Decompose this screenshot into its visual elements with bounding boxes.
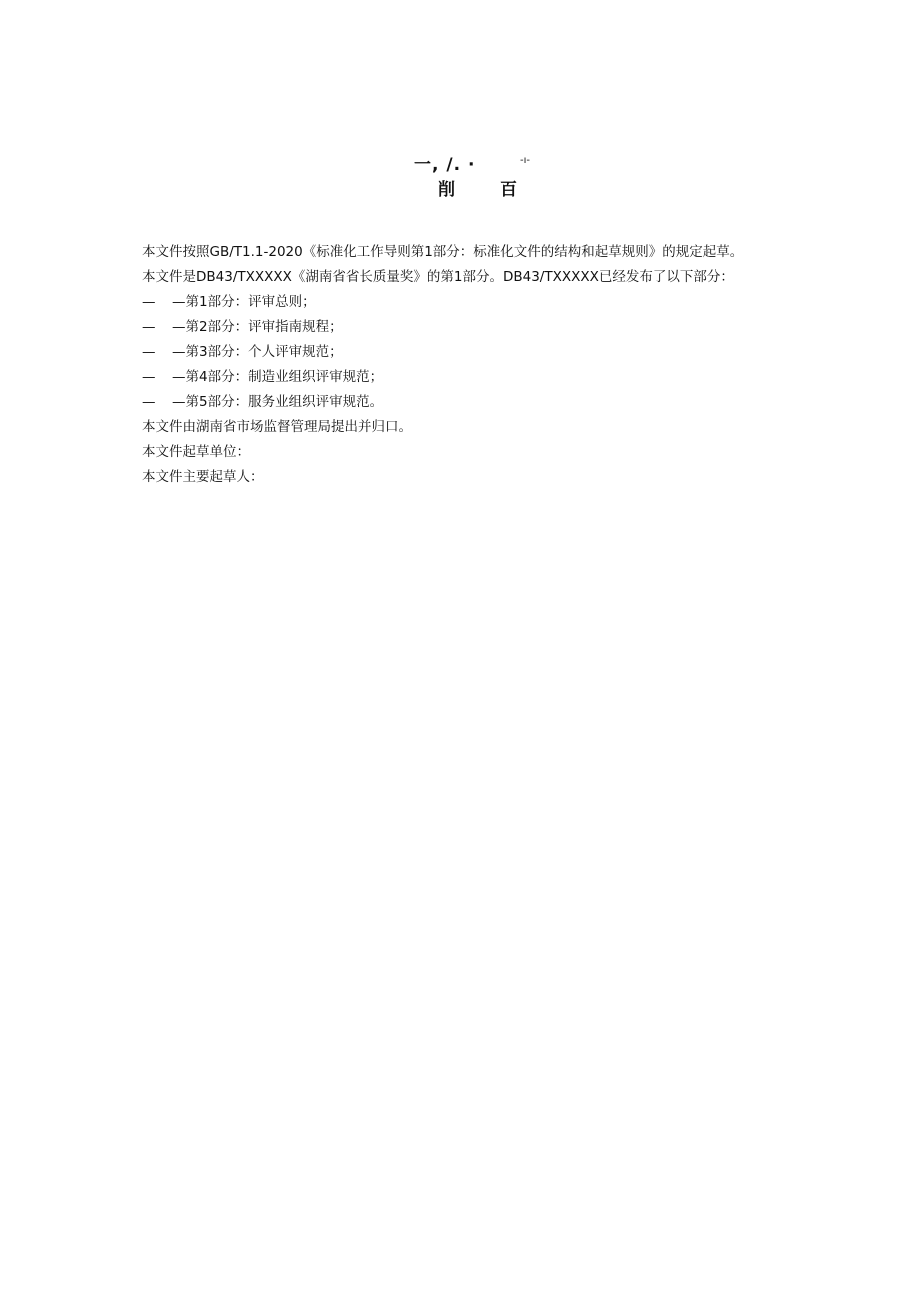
header-artifact-main: 一, /. · (414, 155, 476, 175)
list-item (142, 390, 822, 415)
list-item-text: —第1部分：评审总则； (172, 294, 316, 310)
list-item (142, 315, 822, 340)
list-dash: — (142, 319, 156, 335)
list-dash: — (142, 294, 156, 310)
list-item-text: —第4部分：制造业组织评审规范； (172, 369, 384, 385)
paragraph: 本文件是DB43/TXXXXX《湖南省省长质量奖》的第1部分。DB43/TXXXXX已经发布了以下部分： (142, 269, 734, 285)
page-title (0, 175, 920, 199)
list-item-text: —第5部分：服务业组织评审规范。 (172, 394, 384, 410)
list-item (142, 365, 822, 390)
list-item-text: —第3部分：个人评审规范； (172, 344, 343, 360)
header-artifact-side: -ı- (520, 155, 530, 166)
list-dash: — (142, 369, 156, 385)
list-dash: — (142, 344, 156, 360)
paragraph: 本文件起草单位： (142, 444, 250, 460)
list-dash: — (142, 394, 156, 410)
header-artifact (0, 150, 920, 175)
title-char-2: 百 (500, 180, 517, 200)
body-text (142, 240, 822, 490)
paragraph: 本文件主要起草人： (142, 469, 264, 485)
list-item (142, 290, 822, 315)
title-char-1: 削 (438, 180, 455, 200)
paragraph: 本文件由湖南省市场监督管理局提出并归口。 (142, 419, 412, 435)
list-item-text: —第2部分：评审指南规程； (172, 319, 343, 335)
paragraph: 本文件按照GB/T1.1-2020《标准化工作导则第1部分：标准化文件的结构和起草规则》的规定起草。 (142, 244, 744, 260)
list-item (142, 340, 822, 365)
